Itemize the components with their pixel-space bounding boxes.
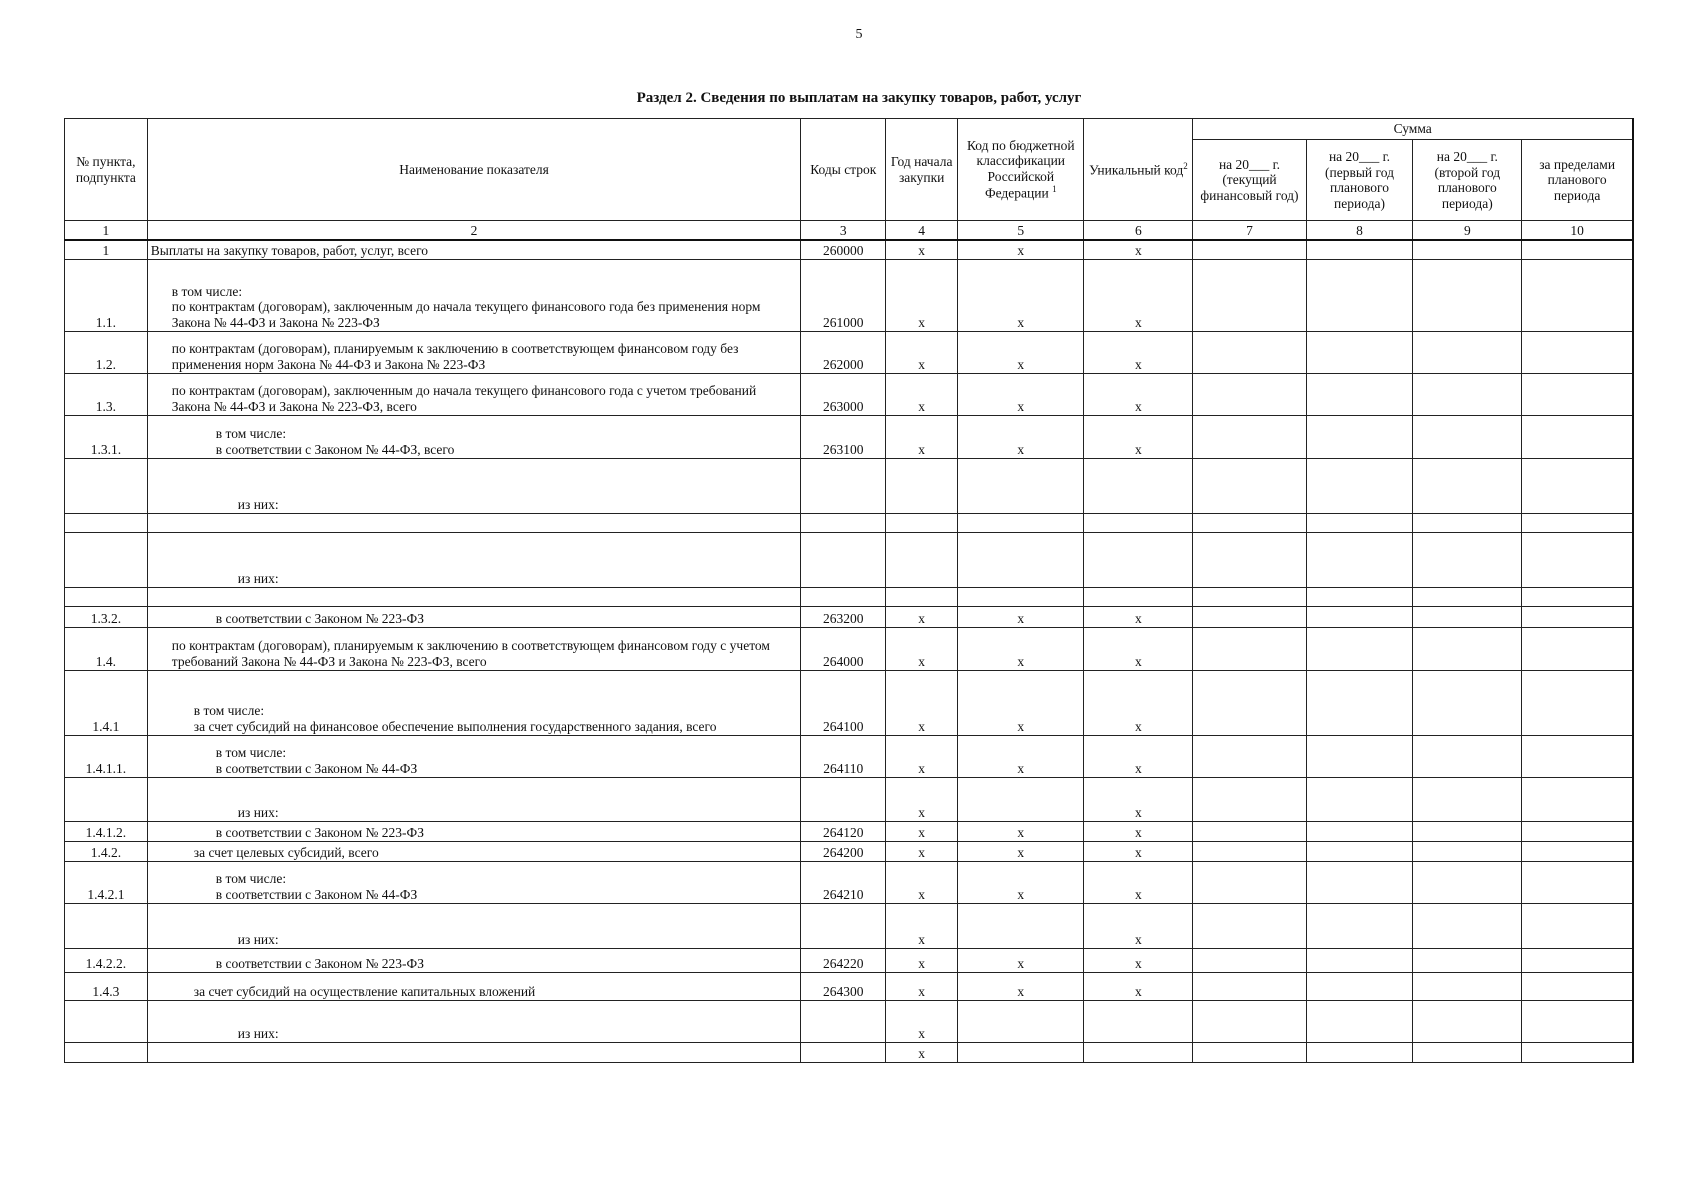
row-indicator-name: за счет субсидий на осуществление капитальных вложений bbox=[147, 972, 801, 1000]
row-sum-first-plan-year bbox=[1306, 415, 1413, 458]
row-sum-current-year bbox=[1193, 821, 1306, 841]
row-budget-code bbox=[958, 532, 1084, 587]
row-line-code: 264000 bbox=[801, 627, 886, 670]
row-purchase-year: x bbox=[886, 777, 958, 821]
row-sum-current-year bbox=[1193, 841, 1306, 861]
row-sum-first-plan-year bbox=[1306, 861, 1413, 903]
row-purchase-year: x bbox=[886, 606, 958, 627]
row-line-code: 261000 bbox=[801, 259, 886, 331]
row-sum-current-year bbox=[1193, 331, 1306, 373]
row-number bbox=[65, 1042, 148, 1062]
row-sum-beyond-plan bbox=[1522, 972, 1633, 1000]
row-indicator-name bbox=[147, 513, 801, 532]
row-sum-beyond-plan bbox=[1522, 587, 1633, 606]
row-sum-current-year bbox=[1193, 373, 1306, 415]
table-row bbox=[65, 532, 1634, 587]
row-sum-beyond-plan bbox=[1522, 1042, 1633, 1062]
page-number: 5 bbox=[855, 27, 863, 42]
row-line-code bbox=[801, 458, 886, 513]
row-budget-code: x bbox=[958, 373, 1084, 415]
row-number: 1.4.1 bbox=[65, 670, 148, 735]
row-indicator-name: из них: bbox=[147, 777, 801, 821]
row-number bbox=[65, 587, 148, 606]
row-budget-code bbox=[958, 587, 1084, 606]
row-purchase-year: x bbox=[886, 373, 958, 415]
row-sum-first-plan-year bbox=[1306, 627, 1413, 670]
row-line-code: 264120 bbox=[801, 821, 886, 841]
row-number: 1.4.3 bbox=[65, 972, 148, 1000]
row-sum-second-plan-year bbox=[1413, 259, 1522, 331]
row-sum-beyond-plan bbox=[1522, 903, 1633, 948]
row-unique-code: x bbox=[1084, 627, 1193, 670]
row-sum-beyond-plan bbox=[1522, 627, 1633, 670]
row-sum-beyond-plan bbox=[1522, 240, 1633, 259]
header-sum-group: Сумма bbox=[1193, 119, 1633, 140]
row-sum-first-plan-year bbox=[1306, 972, 1413, 1000]
row-purchase-year: x bbox=[886, 331, 958, 373]
row-line-code: 264100 bbox=[801, 670, 886, 735]
row-budget-code: x bbox=[958, 606, 1084, 627]
table-row bbox=[65, 587, 1634, 606]
row-line-code: 264300 bbox=[801, 972, 886, 1000]
header-budget-code-text: Код по бюджетной классификации Российской Федерации bbox=[966, 137, 1075, 201]
row-sum-second-plan-year bbox=[1413, 606, 1522, 627]
row-budget-code bbox=[958, 513, 1084, 532]
row-sum-second-plan-year bbox=[1413, 903, 1522, 948]
table-row bbox=[65, 373, 1634, 415]
row-purchase-year: x bbox=[886, 903, 958, 948]
row-sum-second-plan-year bbox=[1413, 972, 1522, 1000]
row-sum-second-plan-year bbox=[1413, 735, 1522, 777]
row-number bbox=[65, 1000, 148, 1042]
row-sum-beyond-plan bbox=[1522, 948, 1633, 972]
row-sum-first-plan-year bbox=[1306, 331, 1413, 373]
row-unique-code: x bbox=[1084, 606, 1193, 627]
row-budget-code bbox=[958, 1042, 1084, 1062]
row-sum-second-plan-year bbox=[1413, 587, 1522, 606]
table-row bbox=[65, 861, 1634, 903]
row-sum-current-year bbox=[1193, 458, 1306, 513]
row-purchase-year bbox=[886, 587, 958, 606]
row-purchase-year: x bbox=[886, 735, 958, 777]
header-sum-first-plan-year: на 20___ г. (первый год планового периода) bbox=[1306, 140, 1413, 221]
row-sum-current-year bbox=[1193, 670, 1306, 735]
row-budget-code: x bbox=[958, 948, 1084, 972]
row-number bbox=[65, 458, 148, 513]
row-sum-current-year bbox=[1193, 240, 1306, 259]
row-line-code: 262000 bbox=[801, 331, 886, 373]
row-sum-current-year bbox=[1193, 903, 1306, 948]
row-indicator-name bbox=[147, 1042, 801, 1062]
table-row bbox=[65, 513, 1634, 532]
row-line-code: 264110 bbox=[801, 735, 886, 777]
row-sum-beyond-plan bbox=[1522, 606, 1633, 627]
row-indicator-name: за счет целевых субсидий, всего bbox=[147, 841, 801, 861]
row-sum-first-plan-year bbox=[1306, 513, 1413, 532]
row-number bbox=[65, 777, 148, 821]
row-line-code bbox=[801, 903, 886, 948]
row-unique-code bbox=[1084, 1042, 1193, 1062]
row-sum-beyond-plan bbox=[1522, 735, 1633, 777]
table-row bbox=[65, 670, 1634, 735]
column-number: 10 bbox=[1522, 221, 1633, 241]
row-budget-code: x bbox=[958, 735, 1084, 777]
row-budget-code bbox=[958, 777, 1084, 821]
table-row bbox=[65, 903, 1634, 948]
row-budget-code bbox=[958, 458, 1084, 513]
header-sum-second-plan-year: на 20___ г. (второй год планового периода) bbox=[1413, 140, 1522, 221]
row-sum-first-plan-year bbox=[1306, 373, 1413, 415]
row-sum-current-year bbox=[1193, 861, 1306, 903]
row-sum-second-plan-year bbox=[1413, 821, 1522, 841]
table-row bbox=[65, 415, 1634, 458]
row-sum-current-year bbox=[1193, 777, 1306, 821]
row-budget-code: x bbox=[958, 861, 1084, 903]
row-purchase-year bbox=[886, 458, 958, 513]
row-sum-first-plan-year bbox=[1306, 458, 1413, 513]
row-sum-beyond-plan bbox=[1522, 1000, 1633, 1042]
row-sum-beyond-plan bbox=[1522, 259, 1633, 331]
row-unique-code: x bbox=[1084, 948, 1193, 972]
row-budget-code: x bbox=[958, 415, 1084, 458]
row-purchase-year: x bbox=[886, 821, 958, 841]
row-purchase-year bbox=[886, 513, 958, 532]
header-sum-current-year: на 20___ г. (текущий финансовый год) bbox=[1193, 140, 1306, 221]
table-row bbox=[65, 821, 1634, 841]
row-unique-code: x bbox=[1084, 841, 1193, 861]
row-sum-first-plan-year bbox=[1306, 606, 1413, 627]
row-unique-code: x bbox=[1084, 240, 1193, 259]
row-sum-first-plan-year bbox=[1306, 821, 1413, 841]
row-sum-second-plan-year bbox=[1413, 861, 1522, 903]
row-line-code: 264200 bbox=[801, 841, 886, 861]
row-sum-first-plan-year bbox=[1306, 587, 1413, 606]
row-budget-code: x bbox=[958, 259, 1084, 331]
row-purchase-year: x bbox=[886, 1042, 958, 1062]
row-unique-code: x bbox=[1084, 415, 1193, 458]
row-line-code: 264210 bbox=[801, 861, 886, 903]
row-sum-second-plan-year bbox=[1413, 1042, 1522, 1062]
row-sum-first-plan-year bbox=[1306, 259, 1413, 331]
header-budget-code-footnote: 1 bbox=[1052, 184, 1057, 195]
row-sum-current-year bbox=[1193, 415, 1306, 458]
row-budget-code bbox=[958, 1000, 1084, 1042]
row-number: 1.4.2.2. bbox=[65, 948, 148, 972]
row-number: 1.4.1.2. bbox=[65, 821, 148, 841]
row-unique-code: x bbox=[1084, 735, 1193, 777]
row-sum-first-plan-year bbox=[1306, 240, 1413, 259]
row-unique-code bbox=[1084, 458, 1193, 513]
row-unique-code: x bbox=[1084, 331, 1193, 373]
header-item-number: № пункта, подпункта bbox=[65, 119, 148, 221]
row-sum-current-year bbox=[1193, 587, 1306, 606]
header-sum-beyond-plan: за пределами планового периода bbox=[1522, 140, 1633, 221]
row-budget-code: x bbox=[958, 972, 1084, 1000]
row-number: 1 bbox=[65, 240, 148, 259]
row-unique-code bbox=[1084, 587, 1193, 606]
row-purchase-year bbox=[886, 532, 958, 587]
column-number: 9 bbox=[1413, 221, 1522, 241]
row-sum-first-plan-year bbox=[1306, 670, 1413, 735]
row-sum-current-year bbox=[1193, 1042, 1306, 1062]
row-line-code bbox=[801, 513, 886, 532]
row-sum-beyond-plan bbox=[1522, 841, 1633, 861]
row-line-code: 263100 bbox=[801, 415, 886, 458]
row-line-code bbox=[801, 587, 886, 606]
section-title: Раздел 2. Сведения по выплатам на закупку товаров, работ, услуг bbox=[636, 90, 1082, 106]
row-indicator-name: из них: bbox=[147, 1000, 801, 1042]
row-unique-code: x bbox=[1084, 972, 1193, 1000]
row-budget-code bbox=[958, 903, 1084, 948]
row-sum-beyond-plan bbox=[1522, 861, 1633, 903]
table-row bbox=[65, 606, 1634, 627]
row-sum-second-plan-year bbox=[1413, 777, 1522, 821]
row-sum-first-plan-year bbox=[1306, 532, 1413, 587]
row-indicator-name: в том числе: в соответствии с Законом № 44-ФЗ bbox=[147, 735, 801, 777]
header-purchase-year: Год начала закупки bbox=[886, 119, 958, 221]
row-number bbox=[65, 532, 148, 587]
row-sum-current-year bbox=[1193, 948, 1306, 972]
row-purchase-year: x bbox=[886, 415, 958, 458]
row-sum-first-plan-year bbox=[1306, 1000, 1413, 1042]
row-unique-code bbox=[1084, 513, 1193, 532]
column-number: 3 bbox=[801, 221, 886, 241]
row-unique-code: x bbox=[1084, 670, 1193, 735]
row-number: 1.4. bbox=[65, 627, 148, 670]
row-sum-first-plan-year bbox=[1306, 841, 1413, 861]
row-sum-first-plan-year bbox=[1306, 735, 1413, 777]
table-row bbox=[65, 458, 1634, 513]
row-budget-code: x bbox=[958, 331, 1084, 373]
row-indicator-name: по контрактам (договорам), планируемым к заключению в соответствующем финансовом году с учетом требований Закона № 44-ФЗ и Закона № 223-ФЗ, всего bbox=[147, 627, 801, 670]
row-sum-beyond-plan bbox=[1522, 458, 1633, 513]
column-numbers-row bbox=[65, 221, 1634, 241]
row-indicator-name: в том числе: по контрактам (договорам), заключенным до начала текущего финансового года без применения норм Закона № 44-ФЗ и Закона № 223-ФЗ bbox=[147, 259, 801, 331]
row-sum-second-plan-year bbox=[1413, 670, 1522, 735]
row-indicator-name: в том числе: в соответствии с Законом № 44-ФЗ, всего bbox=[147, 415, 801, 458]
table-row bbox=[65, 259, 1634, 331]
row-unique-code bbox=[1084, 532, 1193, 587]
header-unique-code-text: Уникальный код bbox=[1089, 162, 1184, 178]
row-indicator-name: в том числе: за счет субсидий на финансовое обеспечение выполнения государственного задания, всего bbox=[147, 670, 801, 735]
row-sum-first-plan-year bbox=[1306, 903, 1413, 948]
row-sum-current-year bbox=[1193, 259, 1306, 331]
row-sum-first-plan-year bbox=[1306, 777, 1413, 821]
row-purchase-year: x bbox=[886, 1000, 958, 1042]
table-row bbox=[65, 972, 1634, 1000]
table-row bbox=[65, 777, 1634, 821]
row-unique-code: x bbox=[1084, 903, 1193, 948]
row-indicator-name: из них: bbox=[147, 532, 801, 587]
row-number bbox=[65, 513, 148, 532]
row-budget-code: x bbox=[958, 821, 1084, 841]
row-line-code bbox=[801, 777, 886, 821]
column-number: 7 bbox=[1193, 221, 1306, 241]
row-indicator-name: по контрактам (договорам), планируемым к заключению в соответствующем финансовом году без применения норм Закона № 44-ФЗ и Закона № 223-ФЗ bbox=[147, 331, 801, 373]
row-line-code: 263200 bbox=[801, 606, 886, 627]
row-purchase-year: x bbox=[886, 259, 958, 331]
row-sum-current-year bbox=[1193, 513, 1306, 532]
row-sum-second-plan-year bbox=[1413, 240, 1522, 259]
row-sum-second-plan-year bbox=[1413, 513, 1522, 532]
row-number: 1.1. bbox=[65, 259, 148, 331]
row-unique-code: x bbox=[1084, 373, 1193, 415]
row-sum-beyond-plan bbox=[1522, 415, 1633, 458]
row-number: 1.3.2. bbox=[65, 606, 148, 627]
row-number bbox=[65, 903, 148, 948]
row-line-code: 264220 bbox=[801, 948, 886, 972]
row-sum-beyond-plan bbox=[1522, 821, 1633, 841]
row-sum-current-year bbox=[1193, 532, 1306, 587]
row-number: 1.4.1.1. bbox=[65, 735, 148, 777]
row-sum-second-plan-year bbox=[1413, 948, 1522, 972]
row-sum-second-plan-year bbox=[1413, 627, 1522, 670]
header-unique-code-footnote: 2 bbox=[1183, 160, 1188, 171]
table-row bbox=[65, 331, 1634, 373]
column-number: 8 bbox=[1306, 221, 1413, 241]
row-unique-code: x bbox=[1084, 821, 1193, 841]
row-sum-beyond-plan bbox=[1522, 331, 1633, 373]
row-line-code: 263000 bbox=[801, 373, 886, 415]
row-number: 1.4.2.1 bbox=[65, 861, 148, 903]
table-row bbox=[65, 627, 1634, 670]
row-sum-current-year bbox=[1193, 627, 1306, 670]
row-sum-second-plan-year bbox=[1413, 458, 1522, 513]
row-number: 1.3.1. bbox=[65, 415, 148, 458]
header-budget-code bbox=[958, 119, 1084, 221]
row-sum-beyond-plan bbox=[1522, 777, 1633, 821]
table-row bbox=[65, 240, 1634, 259]
row-number: 1.4.2. bbox=[65, 841, 148, 861]
row-budget-code: x bbox=[958, 670, 1084, 735]
table-row bbox=[65, 948, 1634, 972]
column-number: 1 bbox=[65, 221, 148, 241]
column-number: 4 bbox=[886, 221, 958, 241]
table-row bbox=[65, 841, 1634, 861]
row-sum-current-year bbox=[1193, 735, 1306, 777]
row-sum-current-year bbox=[1193, 606, 1306, 627]
column-number: 6 bbox=[1084, 221, 1193, 241]
column-number: 5 bbox=[958, 221, 1084, 241]
header-unique-code bbox=[1084, 119, 1193, 221]
row-line-code bbox=[801, 1000, 886, 1042]
row-sum-beyond-plan bbox=[1522, 373, 1633, 415]
table-row bbox=[65, 735, 1634, 777]
row-sum-second-plan-year bbox=[1413, 373, 1522, 415]
row-purchase-year: x bbox=[886, 841, 958, 861]
payments-table bbox=[64, 118, 1634, 1063]
row-sum-beyond-plan bbox=[1522, 532, 1633, 587]
row-sum-second-plan-year bbox=[1413, 331, 1522, 373]
row-budget-code: x bbox=[958, 841, 1084, 861]
row-purchase-year: x bbox=[886, 240, 958, 259]
row-unique-code: x bbox=[1084, 861, 1193, 903]
row-sum-second-plan-year bbox=[1413, 415, 1522, 458]
row-purchase-year: x bbox=[886, 861, 958, 903]
row-purchase-year: x bbox=[886, 670, 958, 735]
row-indicator-name: по контрактам (договорам), заключенным до начала текущего финансового года с учетом требований Закона № 44-ФЗ и Закона № 223-ФЗ, всего bbox=[147, 373, 801, 415]
row-indicator-name bbox=[147, 587, 801, 606]
row-indicator-name: из них: bbox=[147, 903, 801, 948]
row-sum-second-plan-year bbox=[1413, 532, 1522, 587]
row-sum-second-plan-year bbox=[1413, 1000, 1522, 1042]
row-purchase-year: x bbox=[886, 627, 958, 670]
row-indicator-name: в соответствии с Законом № 223-ФЗ bbox=[147, 606, 801, 627]
row-sum-first-plan-year bbox=[1306, 1042, 1413, 1062]
row-indicator-name: в соответствии с Законом № 223-ФЗ bbox=[147, 821, 801, 841]
row-sum-beyond-plan bbox=[1522, 670, 1633, 735]
row-indicator-name: в соответствии с Законом № 223-ФЗ bbox=[147, 948, 801, 972]
header-indicator-name: Наименование показателя bbox=[147, 119, 801, 221]
row-line-code: 260000 bbox=[801, 240, 886, 259]
header-line-codes: Коды строк bbox=[801, 119, 886, 221]
row-unique-code: x bbox=[1084, 777, 1193, 821]
row-line-code bbox=[801, 532, 886, 587]
row-sum-beyond-plan bbox=[1522, 513, 1633, 532]
row-line-code bbox=[801, 1042, 886, 1062]
row-purchase-year: x bbox=[886, 948, 958, 972]
row-unique-code bbox=[1084, 1000, 1193, 1042]
row-budget-code: x bbox=[958, 240, 1084, 259]
row-sum-current-year bbox=[1193, 1000, 1306, 1042]
row-indicator-name: в том числе: в соответствии с Законом № 44-ФЗ bbox=[147, 861, 801, 903]
row-sum-second-plan-year bbox=[1413, 841, 1522, 861]
table-row bbox=[65, 1000, 1634, 1042]
row-number: 1.2. bbox=[65, 331, 148, 373]
row-purchase-year: x bbox=[886, 972, 958, 1000]
row-unique-code: x bbox=[1084, 259, 1193, 331]
row-number: 1.3. bbox=[65, 373, 148, 415]
row-sum-current-year bbox=[1193, 972, 1306, 1000]
row-sum-first-plan-year bbox=[1306, 948, 1413, 972]
row-budget-code: x bbox=[958, 627, 1084, 670]
row-indicator-name: Выплаты на закупку товаров, работ, услуг, всего bbox=[147, 240, 801, 259]
column-number: 2 bbox=[147, 221, 801, 241]
row-indicator-name: из них: bbox=[147, 458, 801, 513]
table-row bbox=[65, 1042, 1634, 1062]
